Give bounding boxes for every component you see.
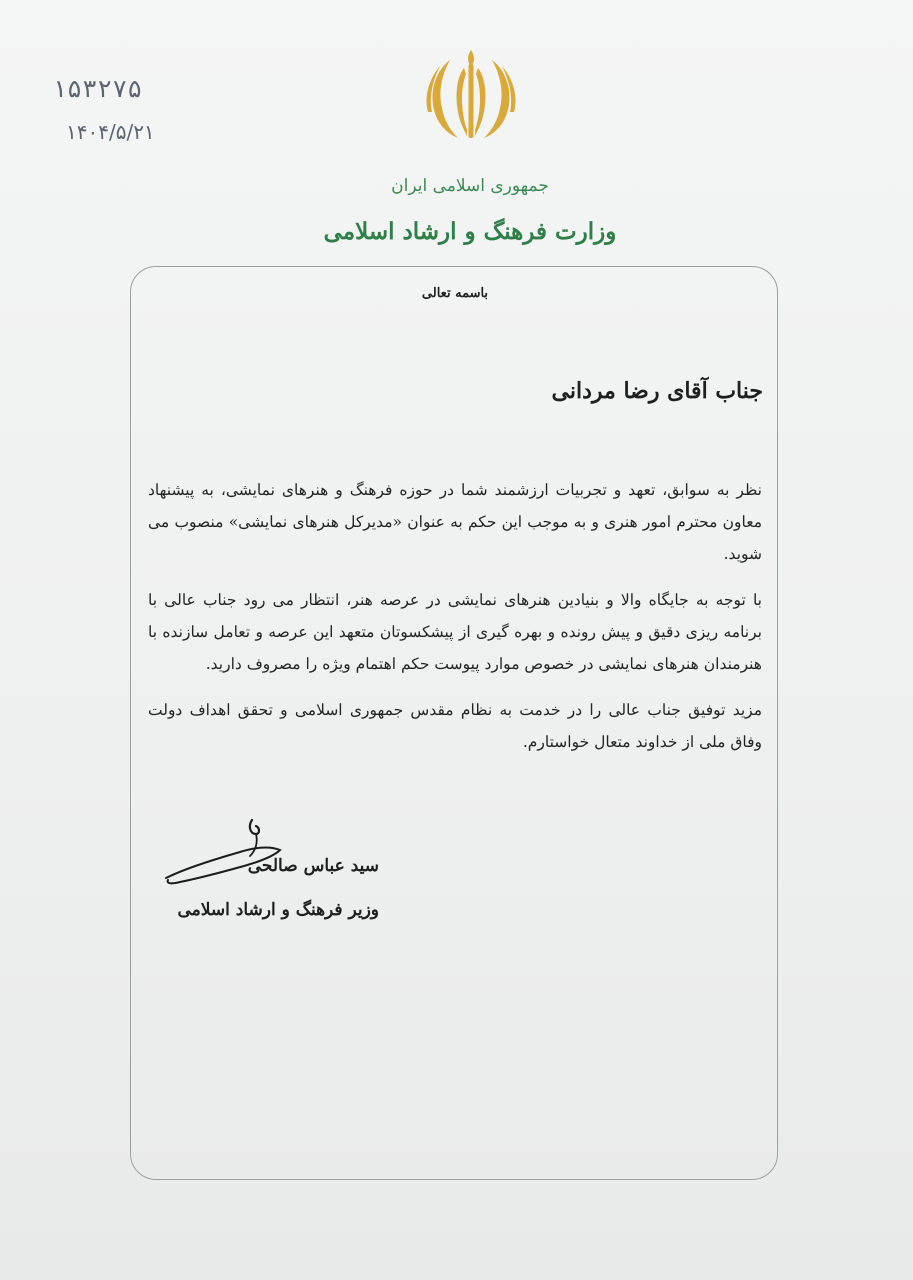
- letter-date: ۱۴۰۴/۵/۲۱: [66, 120, 155, 144]
- country-name: جمهوری اسلامی ایران: [391, 176, 549, 196]
- letter-number: ۱۵۳۲۷۵: [52, 74, 143, 103]
- ministry-name: وزارت فرهنگ و ارشاد اسلامی: [323, 218, 617, 245]
- handwritten-signature-icon: [160, 812, 290, 892]
- paragraph-closing: مزید توفیق جناب عالی را در خدمت به نظام مقدس جمهوری اسلامی و تحقق اهداف دولت وفاق ملی از خداوند متعال خواستارم.: [148, 701, 762, 751]
- signer-title: وزیر فرهنگ و ارشاد اسلامی: [177, 900, 379, 920]
- invocation: باسمه تعالی: [421, 286, 489, 301]
- iran-emblem-icon: [420, 46, 522, 142]
- paragraph-expectations: با توجه به جایگاه والا و بنیادین هنرهای نمایشی در عرصه هنر، انتظار می رود جناب عالی با برنامه ریزی دقیق و پیش رونده و بهره گیری از پیشکسوتان متعهد این عرصه و تعامل سازنده با هنرمندان هنرهای نمایشی در خصوص موارد پیوست حکم اهتمام ویژه را مصروف دارید.: [148, 591, 762, 673]
- paragraph-appointment: نظر به سوابق، تعهد و تجربیات ارزشمند شما در حوزه فرهنگ و هنرهای نمایشی، به پیشنهاد معاون محترم امور هنری و به موجب این حکم به عنوان «مدیرکل هنرهای نمایشی» منصوب می شوید.: [148, 481, 762, 563]
- signer-name: سید عباس صالحی: [247, 856, 379, 876]
- letter-body: [148, 474, 762, 772]
- addressee: جناب آقای رضا مردانی: [551, 378, 763, 404]
